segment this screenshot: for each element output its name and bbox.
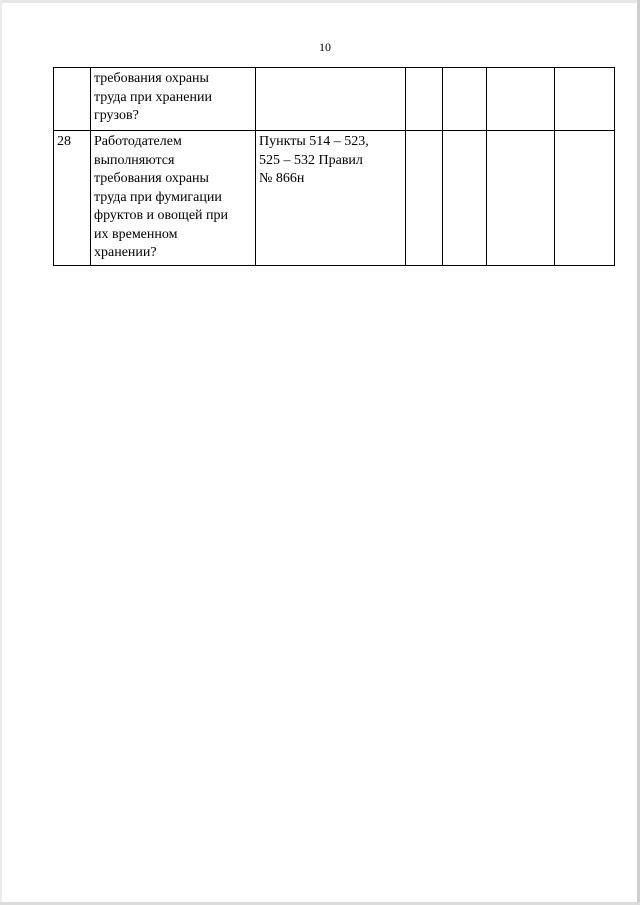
answer-cell-yes[interactable]: [406, 131, 443, 266]
table-row: [54, 68, 615, 131]
answer-cell-yes[interactable]: [406, 68, 443, 131]
question-text: Работодателем выполняются требования охраны труда при фумигации фруктов и овощей при их временном хранении?: [94, 134, 229, 260]
reference-text: Пункты 514 – 523, 525 – 532 Правил № 866н: [259, 134, 369, 186]
scan-edge-left: [0, 0, 2, 905]
answer-cell-not-applicable[interactable]: [487, 131, 555, 266]
row-number: 28: [57, 134, 71, 149]
answer-cell-no[interactable]: [443, 131, 487, 266]
reference-cell: [256, 131, 406, 266]
notes-cell[interactable]: [555, 131, 615, 266]
reference-cell: [256, 68, 406, 131]
answer-cell-no[interactable]: [443, 68, 487, 131]
notes-cell[interactable]: [555, 68, 615, 131]
checklist-table: [53, 67, 615, 266]
question-text: требования охраны труда при хранении грузов?: [94, 71, 212, 123]
table-row: [54, 131, 615, 266]
row-number-cell: [54, 68, 91, 131]
question-cell: [91, 131, 256, 266]
page-number: 10: [319, 40, 331, 54]
scan-edge-top: [0, 0, 640, 3]
row-number-cell: [54, 131, 91, 266]
answer-cell-not-applicable[interactable]: [487, 68, 555, 131]
question-cell: [91, 68, 256, 131]
